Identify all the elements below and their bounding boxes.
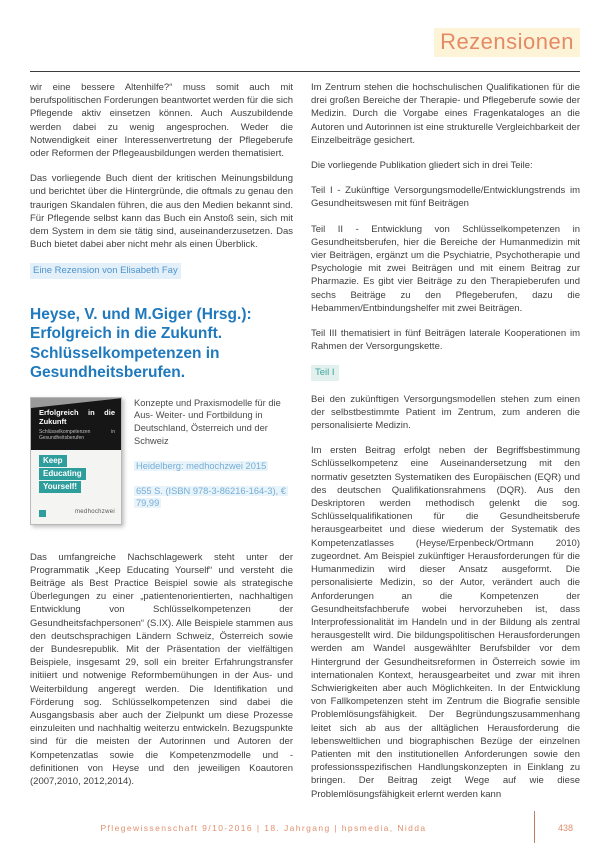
publisher-logo-text: medhochzwei	[75, 509, 115, 516]
paragraph: Im ersten Beitrag erfolgt neben der Begriffsbestimmung Schlüsselkompetenz eine Auseinandersetzung mit den normativ gesetzten Systematiken des Europäischen (EQR) und des deutschen Qualifikationsrahmens (DQR). Aus den Deskriptoren werden methodisch gelenkt die sog. Schlüsselqualifikationen für die Gesundheitsberufe herausgearbeitet und diese wiederum der Systematik des Kompetenzatlasses (Heyse/Erpenbeck/Ortmann 2010) zugeordnet. Am Beispiel zukünftiger Herausforderungen für die Humanmedizin wird dieser Ansatz ausgeformt. Die personalisierte Medizin, so der Autor, verändert auch die Anforderungen an die Kompetenzen der Gesundheitsfachberufe wobei hervorzuheben ist, dass Interprofessionalität im Handeln und in der Bildung als zentral herausgestellt wird. Die bildungspolitischen Herausforderungen werden am Wandel ausgewählter Berufsbilder vor dem Hintergrund der Gesundheitsreformen in Österreich sowie im internationalen Kontext, herausgearbeitet und zwar mit ihren Schwierigkeiten aber auch Möglichkeiten. In der Entwicklung von Fallkompetenzen steht im Zentrum die Biografie sensible Problemlösungsfähigkeit. Der Begründungszusammenhang leitet sich ab aus der alltäglichen Herausforderung die lebensweltlichen und biographischen Bezüge der einzelnen Patienten mit den institutionellen Anforderungen sowie den professionsspezifischen Handlungskonzepten in Einklang zu bringen. Der Beitrag zeigt Wege auf wie diese Problemlösungsfähigkeit erlernt werden kann	[311, 445, 580, 800]
page-number: 438	[557, 823, 573, 833]
book-cover-subtitle: Schlüsselkompetenzen in Gesundheitsberufen	[39, 428, 115, 442]
paragraph: Das vorliegende Buch dient der kritischen Meinungsbildung und berichtet über die Hintergründe, die oftmals zu genau den traurigen Skandalen führen, die aus den Medien bekannt sind. Für Pflegende selbst kann das Buch ein Anstoß sein, sich mit dem System in dem sie tätig sind, auseinanderzusetzen. Das Buch bietet dabei aber nicht mehr als einen Überblick.	[30, 173, 293, 251]
section-heading-teil-1: Teil I	[311, 365, 339, 380]
book-cover-title: Erfolgreich in die Zukunft	[39, 407, 115, 426]
paragraph: Teil III thematisiert in fünf Beiträgen laterale Kooperationen im Rahmen der Versorgungskette.	[311, 328, 580, 353]
right-column	[311, 81, 580, 813]
page-header	[30, 28, 580, 57]
badge-line: Keep	[39, 455, 67, 467]
book-block	[30, 397, 293, 525]
book-publisher: Heidelberg: medhochzwei 2015	[136, 460, 267, 471]
section-title: Rezensionen	[434, 28, 580, 57]
header-rule	[30, 71, 580, 72]
paragraph: Bei den zukünftigen Versorgungsmodellen stehen zum einen der selbstbestimmte Patient im Zentrum, zum anderen die personalisierte Medizin.	[311, 393, 580, 432]
paragraph: wir eine bessere Altenhilfe?“ muss somit auch mit berufspolitischen Forderungen beantwortet werden für die sich Pflegende aktiv einsetzen können. Auch Auszubildende werden dabei zu wenig angesprochen. Weder die Notwendigkeit einer Interessenvertretung der Pflegeberufe oder Reformen der Pflegeausbildungen werden thematisiert.	[30, 82, 293, 160]
book-isbn-price: 655 S. (ISBN 978-3-86216-164-3), € 79,99	[136, 485, 286, 509]
badge-line: Educating	[39, 468, 86, 480]
paragraph: Die vorliegende Publikation gliedert sich in drei Teile:	[311, 160, 533, 172]
badge-line: Yourself!	[39, 481, 81, 493]
paragraph: Teil II - Entwicklung von Schlüsselkompetenzen in Gesundheitsberufen, hier die Bereiche der Humanmedizin mit vier Beiträgen, ergänzt um die Psychiatrie, Psychotherapie und Psychologie mit zwei Beiträgen und mit einem Beitrag zur Pharmazie. Es gibt vier Beiträge zu den Therapieberufen und sechs Beiträge zu den Pflegeberufen, dazu die Hebammen/Entbindungshelfer mit zwei Beiträgen.	[311, 223, 580, 314]
book-cover-middle	[31, 450, 121, 493]
spacer	[134, 475, 293, 485]
review-title: Heyse, V. und M.Giger (Hrsg.): Erfolgreich in die Zukunft. Schlüsselkompetenzen in Gesundheitsberufen.	[30, 305, 252, 382]
journal-info: Pflegewissenschaft 9/10-2016 | 18. Jahrgang | hpsmedia, Nidda	[100, 823, 427, 833]
book-cover-header	[31, 398, 121, 450]
paragraph: Teil I - Zukünftige Versorgungsmodelle/Entwicklungstrends im Gesundheitswesen mit fünf Beiträgen	[311, 185, 580, 210]
paragraph: Im Zentrum stehen die hochschulischen Qualifikationen für die drei großen Bereiche der Therapie- und Pflegeberufe sowie der Medizin. Durch die Vorgabe eines Fragenkataloges an die Autoren und Autorinnen ist eine strukturelle Vergleichbarkeit der Einzelbeiträge gesichert.	[311, 82, 580, 146]
page-footer	[0, 815, 607, 841]
paragraph: Das umfangreiche Nachschlagewerk steht unter der Programmatik „Keep Educating Yourself“ und versteht die Beiträge als Best Practice Beispiel sowie als strategische Überlegungen zu einer „patientenorientierten, nachhaltigen Entwicklung von Schlüsselkompetenzen der Gesundheitsfachpersonen“ (S.IX). Alle Beispiele stammen aus den deutschsprachigen Ländern Schweiz, Österreich sowie der Bundesrepublik. Mit der Präsentation der vielfältigen Beispiele, insgesamt 29, soll ein breiter Erfahrungstransfer initiiert und notwenige Reformbemühungen in der Aus- und Weiterbildung angeregt werden. Die Identifikation und Förderung sog. Schlüsselkompetenzen sind dabei die Ausgangsbasis aber auch der Zielpunkt um diese Prozesse einzuleiten und nachhaltig weiterzu entwickeln. Bezugspunkte sind für die meisten der Autorinnen und Autoren der Kompetenzatlas sowie die Kompetenzmodelle und -definitionen von Heyse und den jeweiligen Koautoren (2007,2010, 2012,2014).	[30, 551, 293, 788]
publisher-logo-icon	[39, 510, 46, 517]
book-cover-image	[30, 397, 122, 525]
left-column	[30, 81, 293, 813]
two-column-body	[30, 81, 580, 813]
book-cover-footer	[39, 506, 115, 519]
book-metadata	[134, 397, 293, 525]
review-byline: Eine Rezension von Elisabeth Fay	[30, 263, 181, 278]
book-subtitle: Konzepte und Praxismodelle für die Aus- Weiter- und Fortbildung in Deutschland, Österreich und der Schweiz	[134, 397, 281, 447]
footer-divider	[534, 811, 535, 843]
keep-educating-yourself-badge	[39, 455, 121, 493]
